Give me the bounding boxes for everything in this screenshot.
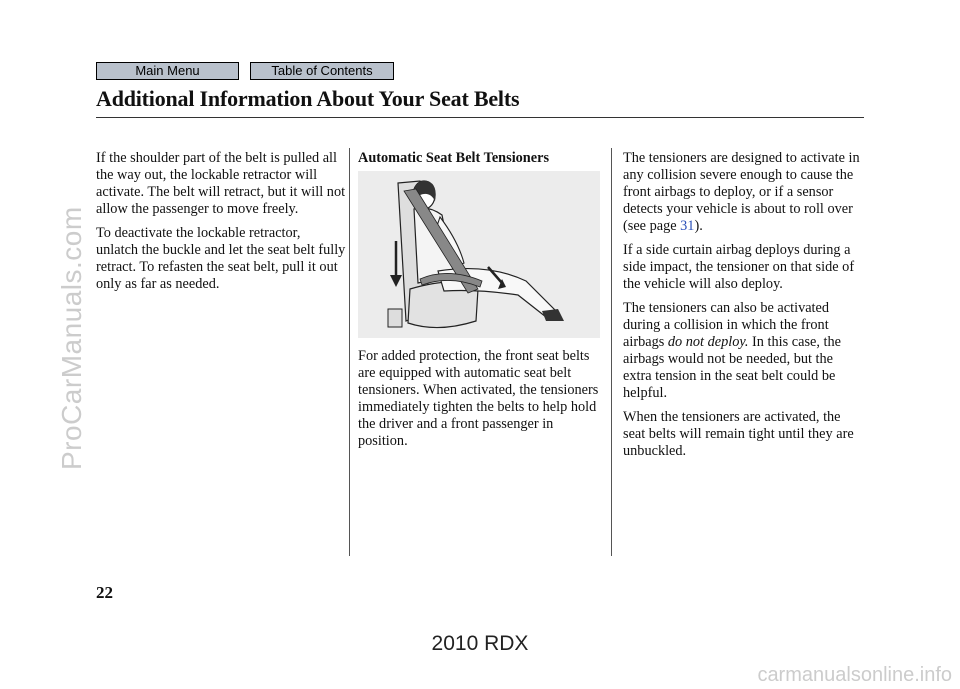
heading-divider — [96, 117, 864, 118]
column-divider — [349, 148, 350, 556]
main-menu-button[interactable]: Main Menu — [96, 62, 239, 80]
column-1 — [96, 150, 346, 300]
emphasis: do not deploy. — [667, 334, 749, 350]
column-divider — [611, 148, 612, 556]
text: In this case, the airbags would not be needed, but the extra tension in the seat belt could be helpful. — [623, 334, 841, 401]
seated-passenger-icon — [358, 171, 600, 338]
table-of-contents-button[interactable]: Table of Contents — [250, 62, 394, 80]
text: ). — [694, 218, 703, 234]
paragraph-side-curtain: If a side curtain airbag deploys during a side impact, the tensioner on that side of the vehicle will also deploy. — [623, 242, 855, 292]
paragraph-no-deploy — [623, 300, 865, 402]
paragraph-lockable-retractor: If the shoulder part of the belt is pulled all the way out, the lockable retractor will activate. The belt will retract, but it will not allow the passenger to move freely. — [96, 150, 346, 217]
model-label: 2010 RDX — [431, 632, 529, 655]
paragraph-tensioners-intro: For added protection, the front seat belts are equipped with automatic seat belt tensioners. When activated, the tensioners immediately tighten the belts to help hold the driver and a front passenger in position. — [358, 348, 599, 449]
watermark-left: ProCarManuals.com — [56, 206, 87, 470]
column-3 — [623, 150, 865, 467]
page-link-31[interactable]: 31 — [680, 218, 695, 234]
column-2 — [358, 150, 606, 457]
text: The tensioners can also be activated during a collision in which the front airbags — [623, 300, 830, 350]
paragraph-remain-tight: When the tensioners are activated, the seat belts will remain tight until they are unbuckled. — [623, 409, 854, 459]
paragraph-deactivate-retractor: To deactivate the lockable retractor, unlatch the buckle and let the seat belt fully retract. To refasten the seat belt, pull it out only as far as needed. — [96, 225, 346, 292]
text: The tensioners are designed to activate in any collision severe enough to cause the front airbags to deploy, or if a sensor detects your vehicle is about to roll over (see page — [623, 150, 860, 234]
page-number: 22 — [96, 583, 113, 602]
seat-belt-illustration — [358, 171, 600, 338]
page-title: Additional Information About Your Seat Belts — [96, 86, 520, 111]
watermark-bottom: carmanualsonline.info — [757, 664, 952, 686]
section-subheading: Automatic Seat Belt Tensioners — [358, 150, 550, 166]
paragraph-tensioner-activation — [623, 150, 865, 235]
